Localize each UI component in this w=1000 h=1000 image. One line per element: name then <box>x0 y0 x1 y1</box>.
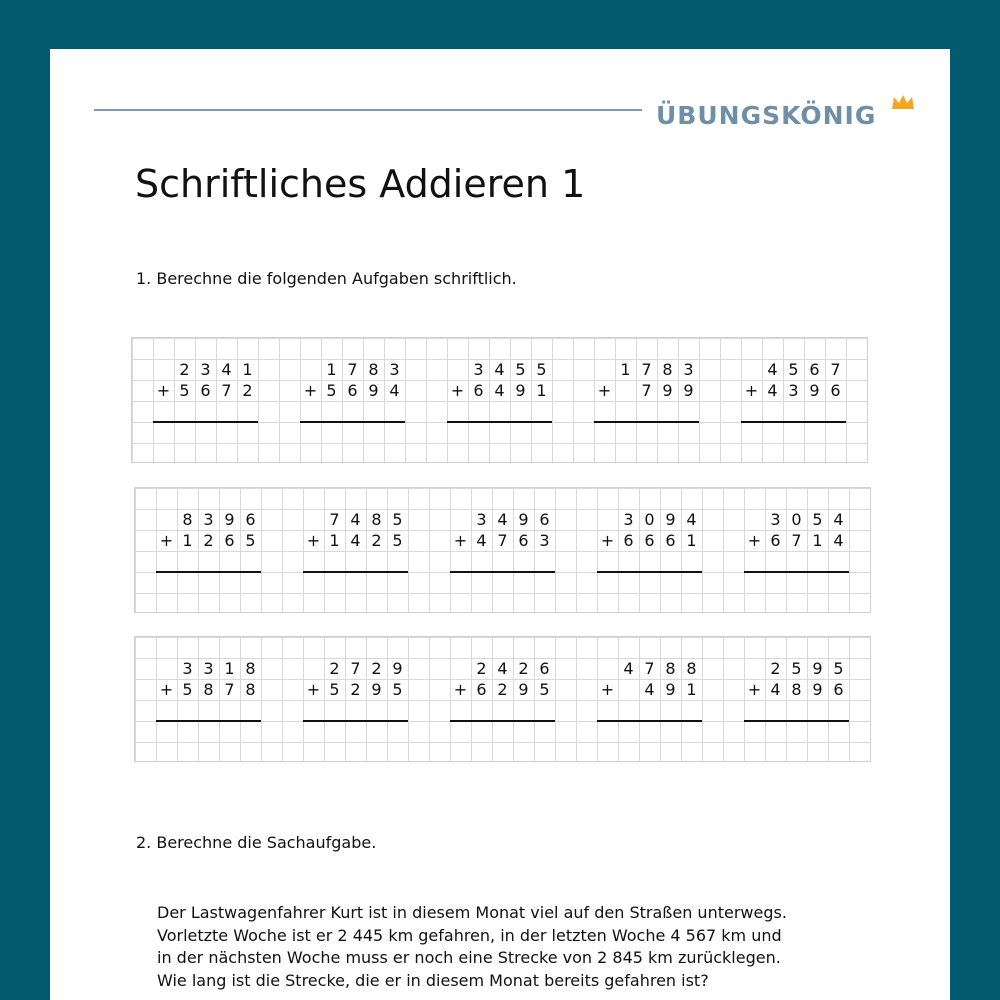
addition-problem <box>573 338 720 464</box>
digit-cell: 2 <box>242 381 253 400</box>
header-rule <box>94 109 642 111</box>
digit-cell: 2 <box>179 360 190 379</box>
second-addend-row <box>156 530 261 551</box>
addition-grid-row-3 <box>134 636 871 762</box>
digit-cell: 8 <box>662 360 673 379</box>
plus-sign: + <box>306 680 321 699</box>
digit-cell <box>156 509 177 530</box>
plus-sign: + <box>306 531 321 550</box>
result-line <box>744 720 849 722</box>
digit-cell <box>300 359 321 380</box>
digit-cell: 4 <box>686 510 697 529</box>
digit-cell: 9 <box>224 510 235 529</box>
digit-cell: 3 <box>203 510 214 529</box>
addend-row <box>744 509 849 530</box>
digit-cell: 4 <box>350 510 361 529</box>
digit-cell: 0 <box>644 510 655 529</box>
second-addend-row <box>447 380 552 401</box>
addition-problem <box>282 637 429 763</box>
addend-row <box>597 658 702 679</box>
digit-cell: 6 <box>539 659 550 678</box>
word-problem-line: in der nächsten Woche muss er noch eine Strecke von 2 845 km zurücklegen. <box>157 948 781 967</box>
word-problem <box>157 902 837 992</box>
digit-cell: 6 <box>518 531 529 550</box>
second-addend-row <box>744 530 849 551</box>
digit-cell: 6 <box>476 680 487 699</box>
page-title: Schriftliches Addieren 1 <box>135 162 586 206</box>
addend-row <box>156 509 261 530</box>
plus-sign: + <box>597 381 612 400</box>
addition-problem <box>282 488 429 614</box>
digit-cell: 1 <box>686 531 697 550</box>
plus-sign: + <box>600 531 615 550</box>
digit-cell: 2 <box>497 680 508 699</box>
digit-cell: 1 <box>536 381 547 400</box>
digit-cell <box>594 359 615 380</box>
digit-cell: 6 <box>665 531 676 550</box>
plus-sign: + <box>600 680 615 699</box>
addition-problem <box>723 637 870 763</box>
plus-sign: + <box>303 381 318 400</box>
digit-cell: 9 <box>515 381 526 400</box>
plus-sign: + <box>159 680 174 699</box>
plus-sign: + <box>453 680 468 699</box>
digit-cell <box>615 380 636 401</box>
digit-cell: 3 <box>473 360 484 379</box>
addition-grid-row-1 <box>131 337 868 463</box>
digit-cell: 2 <box>203 531 214 550</box>
addend-row <box>300 359 405 380</box>
digit-cell: 6 <box>623 531 634 550</box>
digit-cell: 4 <box>833 531 844 550</box>
digit-cell: 2 <box>476 659 487 678</box>
digit-cell: 7 <box>329 510 340 529</box>
digit-cell: 9 <box>809 381 820 400</box>
addition-problem <box>426 338 573 464</box>
digit-cell: 8 <box>686 659 697 678</box>
plus-sign: + <box>159 531 174 550</box>
digit-cell: 3 <box>476 510 487 529</box>
worksheet-page <box>50 49 950 1000</box>
digit-cell: 3 <box>203 659 214 678</box>
word-problem-line: Wie lang ist die Strecke, die er in diesem Monat bereits gefahren ist? <box>157 970 709 990</box>
digit-cell: 1 <box>620 360 631 379</box>
digit-cell: 1 <box>242 360 253 379</box>
second-addend-row <box>744 679 849 700</box>
result-line <box>597 720 702 722</box>
second-addend-row <box>597 530 702 551</box>
digit-cell: 4 <box>833 510 844 529</box>
crown-icon <box>890 93 916 111</box>
addition-problem <box>429 637 576 763</box>
digit-cell: 7 <box>830 360 841 379</box>
result-line <box>741 421 846 423</box>
digit-cell: 6 <box>770 531 781 550</box>
digit-cell: 3 <box>539 531 550 550</box>
digit-cell: 1 <box>812 531 823 550</box>
digit-cell: 3 <box>770 510 781 529</box>
digit-cell: 0 <box>791 510 802 529</box>
digit-cell: 6 <box>347 381 358 400</box>
result-line <box>303 720 408 722</box>
digit-cell: 5 <box>392 510 403 529</box>
digit-cell: 5 <box>179 381 190 400</box>
plus-sign: + <box>744 381 759 400</box>
digit-cell: 5 <box>788 360 799 379</box>
digit-cell: 4 <box>476 531 487 550</box>
digit-cell <box>744 509 765 530</box>
digit-cell: 7 <box>641 360 652 379</box>
digit-cell: 5 <box>833 659 844 678</box>
digit-cell: 6 <box>245 510 256 529</box>
result-line <box>300 421 405 423</box>
second-addend-row <box>303 530 408 551</box>
digit-cell <box>597 658 618 679</box>
addend-row <box>303 509 408 530</box>
digit-cell <box>303 509 324 530</box>
digit-cell: 9 <box>371 680 382 699</box>
result-line <box>597 571 702 573</box>
digit-cell: 1 <box>182 531 193 550</box>
addend-row <box>303 658 408 679</box>
digit-cell: 9 <box>812 659 823 678</box>
addend-row <box>597 509 702 530</box>
digit-cell: 6 <box>473 381 484 400</box>
result-line <box>303 571 408 573</box>
digit-cell: 2 <box>770 659 781 678</box>
digit-cell: 4 <box>221 360 232 379</box>
digit-cell: 9 <box>665 510 676 529</box>
task-1-instruction: 1. Berechne die folgenden Aufgaben schriftlich. <box>136 269 517 288</box>
result-line <box>156 571 261 573</box>
addition-problem <box>576 637 723 763</box>
plus-sign: + <box>450 381 465 400</box>
digit-cell: 7 <box>221 381 232 400</box>
digit-cell: 9 <box>518 680 529 699</box>
addend-row <box>153 359 258 380</box>
digit-cell: 3 <box>683 360 694 379</box>
digit-cell <box>618 679 639 700</box>
addend-row <box>741 359 846 380</box>
digit-cell: 5 <box>245 531 256 550</box>
addition-grid-row-2 <box>134 487 871 613</box>
digit-cell: 3 <box>788 381 799 400</box>
digit-cell: 9 <box>662 381 673 400</box>
digit-cell <box>303 658 324 679</box>
addend-row <box>450 509 555 530</box>
digit-cell: 1 <box>686 680 697 699</box>
second-addend-row <box>450 530 555 551</box>
digit-cell <box>741 359 762 380</box>
result-line <box>447 421 552 423</box>
digit-cell: 4 <box>767 360 778 379</box>
digit-cell: 3 <box>389 360 400 379</box>
digit-cell <box>447 359 468 380</box>
digit-cell <box>153 359 174 380</box>
digit-cell: 1 <box>224 659 235 678</box>
digit-cell: 6 <box>539 510 550 529</box>
digit-cell: 1 <box>326 360 337 379</box>
digit-cell: 2 <box>350 680 361 699</box>
addition-problem <box>135 637 282 763</box>
second-addend-row <box>594 380 699 401</box>
digit-cell: 8 <box>245 659 256 678</box>
result-line <box>153 421 258 423</box>
digit-cell: 4 <box>497 659 508 678</box>
result-line <box>156 720 261 722</box>
second-addend-row <box>300 380 405 401</box>
addition-problem <box>132 338 279 464</box>
digit-cell: 8 <box>371 510 382 529</box>
digit-cell: 4 <box>497 510 508 529</box>
digit-cell: 5 <box>515 360 526 379</box>
digit-cell: 5 <box>329 680 340 699</box>
digit-cell: 7 <box>350 659 361 678</box>
digit-cell: 6 <box>224 531 235 550</box>
digit-cell: 4 <box>767 381 778 400</box>
result-line <box>744 571 849 573</box>
digit-cell: 3 <box>200 360 211 379</box>
digit-cell <box>744 658 765 679</box>
second-addend-row <box>303 679 408 700</box>
digit-cell: 4 <box>770 680 781 699</box>
digit-cell: 8 <box>665 659 676 678</box>
digit-cell: 4 <box>494 381 505 400</box>
digit-cell <box>597 509 618 530</box>
addend-row <box>594 359 699 380</box>
digit-cell: 3 <box>182 659 193 678</box>
plus-sign: + <box>747 531 762 550</box>
digit-cell: 8 <box>245 680 256 699</box>
digit-cell: 6 <box>809 360 820 379</box>
addend-row <box>447 359 552 380</box>
digit-cell: 7 <box>644 659 655 678</box>
digit-cell: 9 <box>368 381 379 400</box>
digit-cell: 6 <box>644 531 655 550</box>
second-addend-row <box>156 679 261 700</box>
addend-row <box>156 658 261 679</box>
word-problem-line: Der Lastwagenfahrer Kurt ist in diesem Monat viel auf den Straßen unterwegs. <box>157 903 787 922</box>
digit-cell: 5 <box>536 360 547 379</box>
addition-problem <box>135 488 282 614</box>
digit-cell <box>450 509 471 530</box>
digit-cell: 4 <box>389 381 400 400</box>
digit-cell: 8 <box>791 680 802 699</box>
result-line <box>450 571 555 573</box>
digit-cell: 1 <box>329 531 340 550</box>
digit-cell: 9 <box>518 510 529 529</box>
digit-cell: 5 <box>392 531 403 550</box>
brand-logo-text: ÜBUNGSKÖNIG <box>656 101 877 130</box>
digit-cell: 9 <box>812 680 823 699</box>
second-addend-row <box>597 679 702 700</box>
result-line <box>450 720 555 722</box>
digit-cell: 9 <box>665 680 676 699</box>
digit-cell: 4 <box>623 659 634 678</box>
digit-cell: 7 <box>791 531 802 550</box>
digit-cell: 7 <box>497 531 508 550</box>
digit-cell: 2 <box>371 531 382 550</box>
digit-cell: 5 <box>392 680 403 699</box>
digit-cell <box>450 658 471 679</box>
digit-cell: 7 <box>641 381 652 400</box>
digit-cell: 2 <box>371 659 382 678</box>
digit-cell: 5 <box>812 510 823 529</box>
digit-cell: 5 <box>326 381 337 400</box>
digit-cell: 5 <box>791 659 802 678</box>
digit-cell: 8 <box>368 360 379 379</box>
digit-cell: 4 <box>644 680 655 699</box>
digit-cell <box>156 658 177 679</box>
digit-cell: 8 <box>182 510 193 529</box>
digit-cell: 9 <box>392 659 403 678</box>
plus-sign: + <box>453 531 468 550</box>
addition-problem <box>723 488 870 614</box>
addend-row <box>744 658 849 679</box>
digit-cell: 6 <box>830 381 841 400</box>
result-line <box>594 421 699 423</box>
task-2-instruction: 2. Berechne die Sachaufgabe. <box>136 833 377 852</box>
second-addend-row <box>450 679 555 700</box>
digit-cell: 2 <box>329 659 340 678</box>
addition-problem <box>279 338 426 464</box>
addend-row <box>450 658 555 679</box>
digit-cell: 2 <box>518 659 529 678</box>
digit-cell: 9 <box>683 381 694 400</box>
word-problem-line: Vorletzte Woche ist er 2 445 km gefahren, in der letzten Woche 4 567 km und <box>157 925 782 945</box>
addition-problem <box>576 488 723 614</box>
digit-cell: 4 <box>494 360 505 379</box>
digit-cell: 7 <box>224 680 235 699</box>
digit-cell: 6 <box>833 680 844 699</box>
second-addend-row <box>741 380 846 401</box>
second-addend-row <box>153 380 258 401</box>
addition-problem <box>429 488 576 614</box>
digit-cell: 5 <box>182 680 193 699</box>
digit-cell: 4 <box>350 531 361 550</box>
addition-problem <box>720 338 867 464</box>
digit-cell: 3 <box>623 510 634 529</box>
digit-cell: 5 <box>539 680 550 699</box>
plus-sign: + <box>156 381 171 400</box>
digit-cell: 6 <box>200 381 211 400</box>
plus-sign: + <box>747 680 762 699</box>
digit-cell: 7 <box>347 360 358 379</box>
digit-cell: 8 <box>203 680 214 699</box>
